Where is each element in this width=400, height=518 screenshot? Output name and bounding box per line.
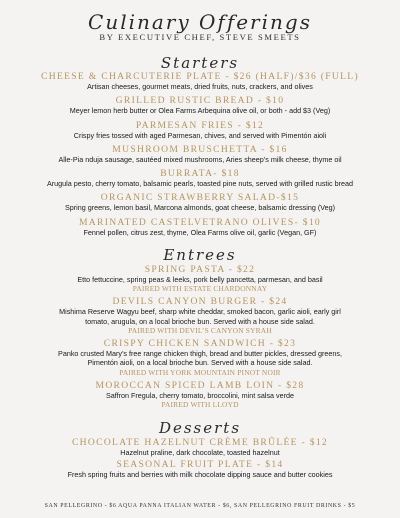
menu-item (0, 192, 400, 212)
menu-item (0, 296, 400, 335)
wine-pairing: PAIRED WITH YORK MOUNTAIN PINOT NOIR (119, 367, 281, 377)
desserts-section (0, 419, 400, 480)
item-name: MARINATED CASTELVETRANO OLIVES- $10 (78, 216, 322, 228)
menu-item (0, 168, 400, 188)
section-title-desserts: Desserts (158, 418, 242, 437)
menu-item (0, 459, 400, 479)
item-name: SEASONAL FRUIT PLATE - $14 (116, 459, 284, 471)
item-description: Crispy fries tossed with aged Parmesan, chives, and served with Pimentón aioli (73, 130, 327, 140)
menu-subtitle: BY EXECUTIVE CHEF, STEVE SMEETS (99, 32, 301, 42)
item-name: ORGANIC STRAWBERRY SALAD-$15 (100, 192, 300, 204)
menu-title: Culinary Offerings (88, 10, 312, 34)
starters-section (0, 54, 400, 237)
item-description: Meyer lemon herb butter or Olea Farms Arbequina olive oil, or both - add $3 (Veg) (69, 106, 331, 116)
item-description: Fresh spring fruits and berries with milk chocolate dipping sauce and butter cookies (67, 470, 333, 480)
menu-item (0, 120, 400, 140)
item-description: Fennel pollen, citrus zest, thyme, Olea Farms olive oil, garlic (Vegan, GF) (83, 227, 317, 237)
item-name: CHOCOLATE HAZELNUT CRÈME BRÛLÉE - $12 (71, 436, 329, 448)
menu-header (0, 0, 400, 42)
item-description: Spring greens, lemon basil, Marcona almonds, goat cheese, balsamic dressing (Veg) (64, 203, 336, 213)
item-name: BURRATA- $18 (160, 168, 240, 180)
item-name: MUSHROOM BRUSCHETTA - $16 (112, 143, 288, 155)
wine-pairing: PAIRED WITH DEVIL’S CANYON SYRAH (128, 325, 272, 335)
menu-item (0, 95, 400, 115)
item-name: MOROCCAN SPICED LAMB LOIN - $28 (95, 379, 305, 391)
item-description: Artisan cheeses, gourmet meats, dried fruits, nuts, crackers, and olives (87, 82, 313, 91)
menu-item (0, 437, 400, 457)
item-description: Panko crusted Mary’s free range chicken thigh, bread and butter pickles, dressed greens, Pimentón aioli, on a local brioche bun. Served with a house side salad. (58, 348, 342, 368)
item-description: Mishima Reserve Wagyu beef, sharp white cheddar, smoked bacon, garlic aioli, early girl tomato, arugula, on a local brioche bun. Served with a house side salad. (59, 307, 341, 326)
wine-pairing: PAIRED WITH ESTATE CHARDONNAY (132, 284, 268, 294)
item-description: Hazelnut praline, dark chocolate, toasted hazelnut (120, 447, 280, 457)
menu-item (0, 71, 400, 91)
menu-item (0, 338, 400, 377)
menu-item (0, 217, 400, 237)
wine-pairing: PAIRED WITH LLOYD (161, 399, 239, 409)
item-description: Etto fettuccine, spring peas & leeks, pork belly pancetta, parmesan, and basil (77, 275, 323, 285)
item-name: CRISPY CHICKEN SANDWICH - $23 (103, 337, 297, 349)
item-name: CHEESE & CHARCUTERIE PLATE - $26 (HALF)/$36 (FULL) (41, 71, 359, 82)
entrees-section (0, 246, 400, 409)
beverage-footer: SAN PELLEGRINO - $6 AQUA PANNA ITALIAN WATER - $6, SAN PELLEGRINO FRUIT DRINKS - $5 (44, 503, 356, 509)
section-title-starters: Starters (160, 54, 240, 72)
item-name: GRILLED RUSTIC BREAD - $10 (115, 95, 285, 107)
menu-item (0, 264, 400, 293)
item-name: SPRING PASTA - $22 (144, 264, 256, 276)
item-name: DEVILS CANYON BURGER - $24 (112, 296, 288, 308)
item-description: Saffron Fregula, cherry tomato, broccolini, mint salsa verde (105, 390, 295, 400)
item-name: PARMESAN FRIES - $12 (135, 119, 265, 131)
section-title-entrees: Entrees (163, 246, 237, 265)
item-description: Alle-Pia nduja sausage, sautéed mixed mushrooms, Aries sheep’s milk cheese, thyme oil (58, 154, 342, 164)
item-description: Arugula pesto, cherry tomato, balsamic pearls, toasted pine nuts, served with grilled rustic bread (46, 179, 354, 189)
menu-item (0, 380, 400, 409)
menu-item (0, 144, 400, 164)
